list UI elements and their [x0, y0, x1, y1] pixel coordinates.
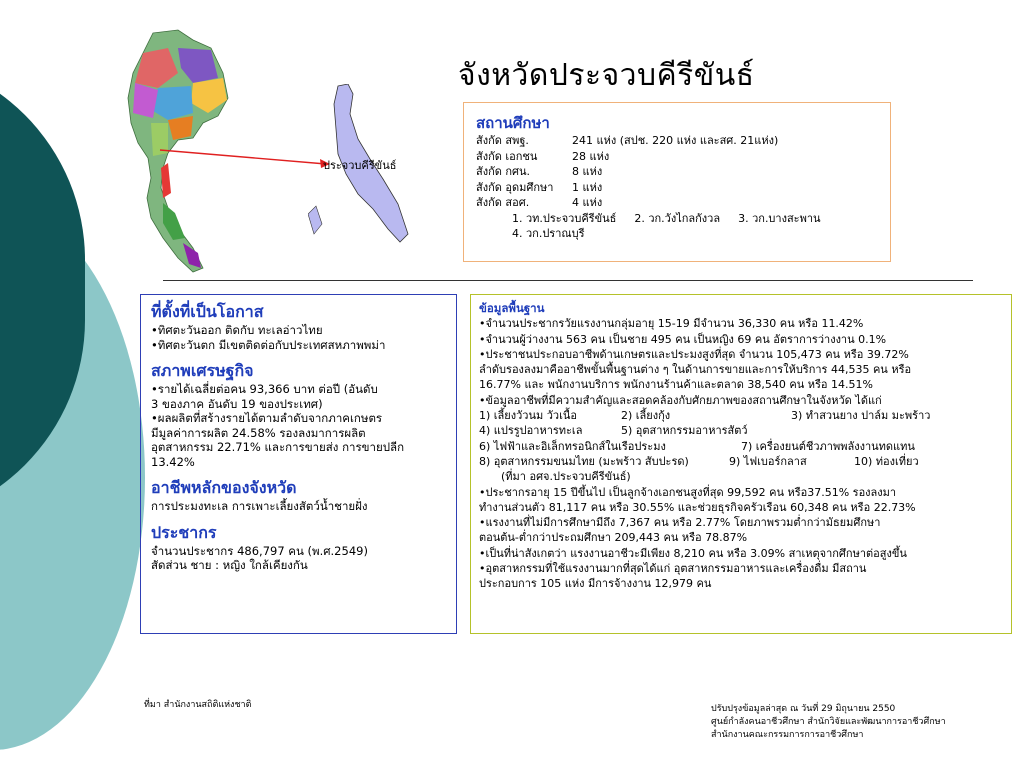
school-row-label: สังกัด เอกชน	[476, 149, 538, 163]
footer-line: ศูนย์กำลังคนอาชีวศึกษา สำนักวิจัยและพัฒนาการอาชีวศึกษา	[711, 717, 946, 727]
footer-line: สำนักงานคณะกรรมการการอาชีวศึกษา	[711, 730, 864, 740]
occupation-item: 8) อุตสาหกรรมขนมไทย (มะพร้าว สับปะรด)	[479, 454, 689, 468]
province-profile-box	[140, 294, 457, 634]
occupation-text: การประมงทะเล การเพาะเลี้ยงสัตว์น้ำชายฝั่ง	[151, 499, 368, 513]
info-line: •จำนวนผู้ว่างงาน 563 คน เป็นชาย 495 คน เป็นหญิง 69 คน อัตราการว่างงาน 0.1%	[479, 332, 887, 346]
school-row-value: 1 แห่ง	[572, 180, 603, 194]
occupation-item: 6) ไฟฟ้าและอิเล็กทรอนิกส์ในเรือประมง	[479, 439, 666, 453]
population-heading: ประชากร	[151, 522, 217, 542]
occupation-item: 5) อุตสาหกรรมอาหารสัตว์	[621, 424, 748, 438]
school-heading: สถานศึกษา	[476, 114, 550, 132]
school-row-value: 241 แห่ง (สปช. 220 แห่ง และสศ. 21แห่ง)	[572, 134, 779, 147]
occupation-grid-row	[479, 408, 1003, 423]
economy-line: •ผลผลิตที่สร้างรายได้ตามลำดับจากภาคเกษตร	[151, 411, 383, 425]
info-line: 16.77% และ พนักงานบริการ พนักงานร้านค้าและตลาด 38,540 คน หรือ 14.51%	[479, 378, 873, 392]
school-row-label: สังกัด สพฐ.	[476, 134, 529, 147]
college-item: 2. วก.วังไกลกังวล	[634, 211, 721, 225]
school-row-value: 28 แห่ง	[572, 149, 610, 163]
info-line: ประกอบการ 105 แห่ง มีการจ้างงาน 12,979 คน	[479, 577, 712, 591]
occupation-grid-row	[479, 439, 1003, 454]
population-line: จำนวนประชากร 486,797 คน (พ.ศ.2549)	[151, 543, 368, 558]
info-line: •แรงงานที่ไม่มีการศึกษามีถึง 7,367 คน หรือ 2.77% โดยภาพรวมต่ำกว่ามัธยมศึกษา	[479, 516, 881, 530]
info-line: •เป็นที่น่าสังเกตว่า แรงงานอาชีวะมีเพียง 8,210 คน หรือ 3.09% สาเหตุจากศึกษาต่อสูงขึ้น	[479, 546, 907, 560]
occupation-grid-row	[479, 454, 1003, 469]
economy-line: 13.42%	[151, 454, 195, 469]
economy-line: 3 ของภาค อันดับ 19 ของประเทศ)	[151, 396, 323, 411]
info-line: ลำดับรองลงมาคืออาชีพขั้นพื้นฐานต่าง ๆ ในด้านการขายและการให้บริการ 44,535 คน หรือ	[479, 363, 912, 377]
info-line: •ประชากรอายุ 15 ปีขึ้นไป เป็นลูกจ้างเอกชนสูงที่สุด 99,592 คน หรือ37.51% รองลงมา	[479, 485, 897, 499]
economy-line: มีมูลค่าการผลิต 24.58% รองลงมาการผลิต	[151, 425, 366, 440]
occupation-source: (ที่มา อศจ.ประจวบคีรีขันธ์)	[501, 470, 631, 484]
page-title: จังหวัดประจวบคีรีขันธ์	[458, 58, 755, 93]
basic-info-heading: ข้อมูลพื้นฐาน	[479, 301, 545, 315]
population-line: สัดส่วน ชาย : หญิง ใกล้เคียงกัน	[151, 558, 308, 572]
occupation-item: 3) ทำสวนยาง ปาล์ม มะพร้าว	[791, 409, 931, 423]
location-heading: ที่ตั้งที่เป็นโอกาส	[151, 302, 264, 321]
school-row	[476, 149, 880, 165]
info-line: •ข้อมูลอาชีพที่มีความสำคัญและสอดคล้องกับศักยภาพของสถานศึกษาในจังหวัด ได้แก่	[479, 393, 882, 407]
occupation-heading: อาชีพหลักของจังหวัด	[151, 478, 297, 497]
info-line: ตอนต้น-ต่ำกว่าประถมศึกษา 209,443 คน หรือ 78.87%	[479, 531, 748, 545]
economy-line: อุตสาหกรรม 22.71% และการขายส่ง การขายปลีก	[151, 440, 405, 454]
school-info-box	[463, 102, 891, 262]
occupation-grid-row	[479, 423, 1003, 438]
school-row-value: 8 แห่ง	[572, 165, 603, 178]
divider-line	[163, 280, 973, 281]
occupation-item: 4) แปรรูปอาหารทะเล	[479, 424, 583, 438]
occupation-item: 10) ท่องเที่ยว	[854, 454, 919, 468]
map-pointer-arrow	[160, 148, 330, 170]
location-line: •ทิศตะวันตก มีเขตติดต่อกับประเทศสหภาพพม่า	[151, 337, 386, 352]
occupation-item: 9) ไฟเบอร์กลาส	[729, 454, 807, 468]
source-note: ที่มา สำนักงานสถิติแห่งชาติ	[144, 700, 252, 710]
occupation-item: 7) เครื่องยนต์ชีวภาพพลังงานทดแทน	[741, 439, 915, 453]
info-line: ทำงานส่วนตัว 81,117 คน หรือ 30.55% และช่วยธุรกิจครัวเรือน 60,348 คน หรือ 22.73%	[479, 500, 916, 514]
footer-credits	[711, 703, 946, 742]
college-item: 1. วท.ประจวบคีรีขันธ์	[512, 211, 617, 225]
school-row	[476, 195, 880, 211]
school-row-label: สังกัด กศน.	[476, 165, 531, 178]
school-row-value: 4 แห่ง	[572, 196, 603, 209]
occupation-item: 2) เลี้ยงกุ้ง	[621, 409, 671, 423]
school-row	[476, 180, 880, 196]
economy-heading: สภาพเศรษฐกิจ	[151, 361, 254, 380]
map-province-label: ประจวบคีรีขันธ์	[323, 159, 397, 172]
school-row	[476, 164, 880, 180]
economy-line: •รายได้เฉลี่ยต่อคน 93,366 บาท ต่อปี (อันดับ	[151, 382, 378, 396]
info-line: •อุตสาหกรรมที่ใช้แรงงานมากที่สุดได้แก่ อุตสาหกรรมอาหารและเครื่องดื่ม มีสถาน	[479, 562, 867, 576]
school-row-label: สังกัด อุดมศึกษา	[476, 180, 554, 194]
college-list-2	[476, 226, 880, 242]
basic-info-box	[470, 294, 1012, 634]
school-row	[476, 133, 880, 149]
info-line: •จำนวนประชากรวัยแรงงานกลุ่มอายุ 15-19 มีจำนวน 36,330 คน หรือ 11.42%	[479, 317, 864, 331]
location-line: •ทิศตะวันออก ติดกับ ทะเลอ่าวไทย	[151, 323, 323, 337]
info-line: •ประชาชนประกอบอาชีพด้านเกษตรและประมงสูงที่สุด จำนวน 105,473 คน หรือ 39.72%	[479, 347, 909, 361]
college-item: 3. วก.บางสะพาน	[738, 211, 821, 225]
occupation-item: 1) เลี้ยงวัวนม วัวเนื้อ	[479, 409, 577, 423]
school-row-label: สังกัด สอศ.	[476, 196, 530, 209]
college-item: 4. วก.ปราณบุรี	[512, 227, 585, 240]
college-list	[476, 211, 880, 227]
footer-line: ปรับปรุงข้อมูลล่าสุด ณ วันที่ 29 มิถุนายน 2550	[711, 704, 896, 714]
